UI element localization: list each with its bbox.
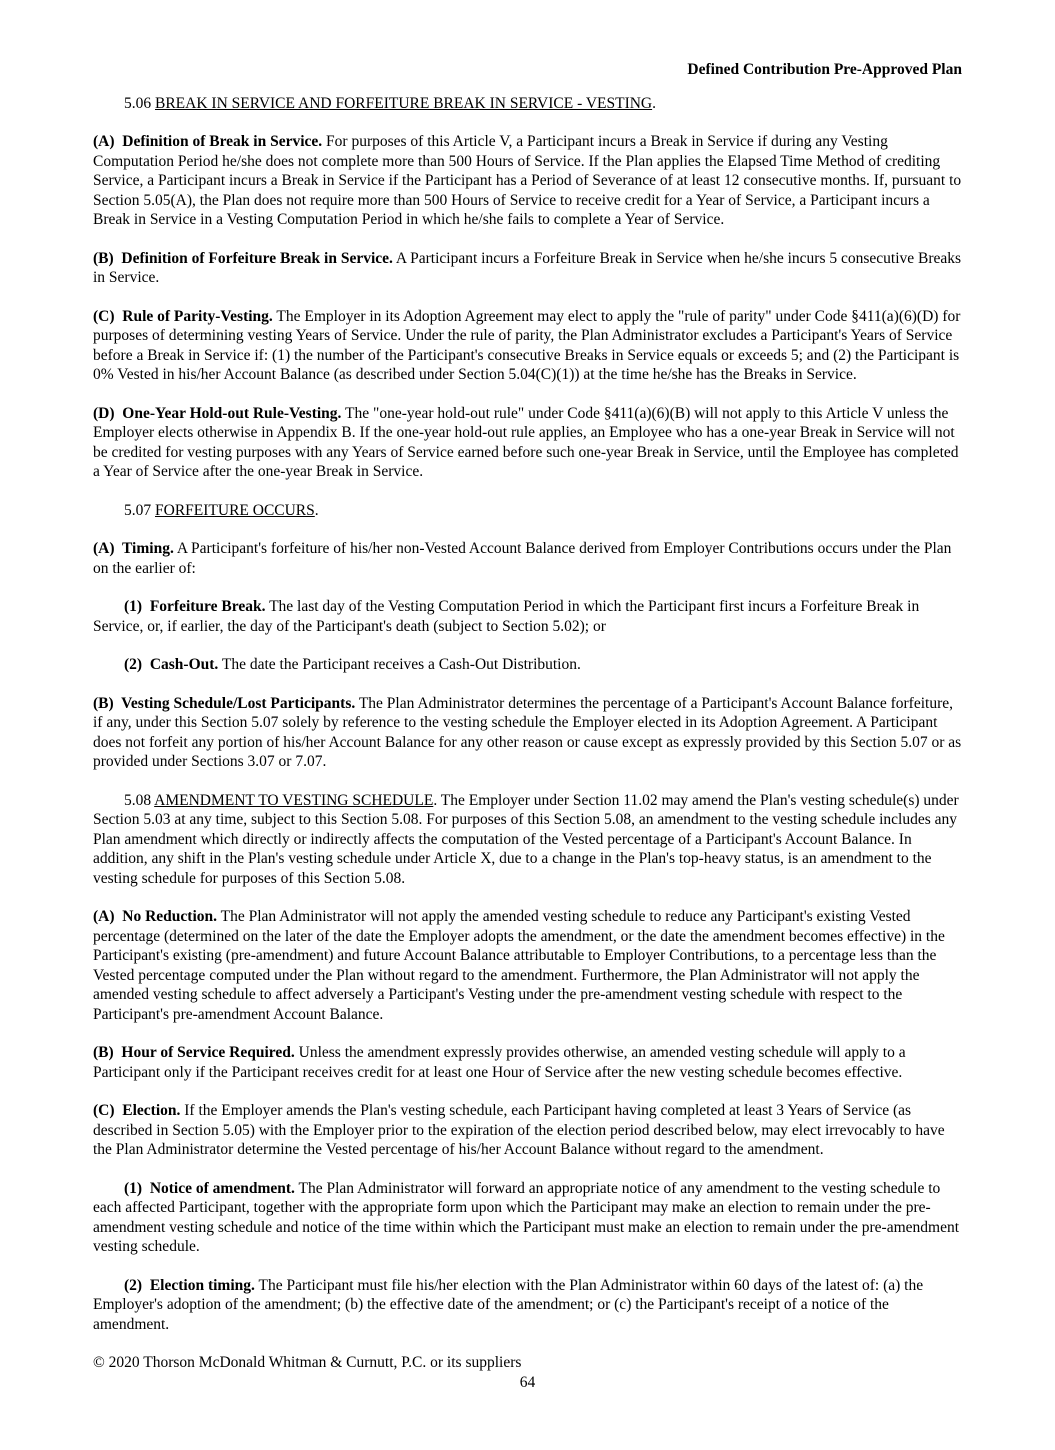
paragraph-5-06-A [93,132,966,230]
paragraph-5-06-C [93,307,965,385]
paragraph-text: The Participant must file his/her election with the Plan Administrator within 60 days of the latest of: (a) the Employer's adoption of the amendment; (b) the effective date of the amendment; or (c) the Participant's receipt of a notice of the amendment. [93,1276,927,1333]
paragraph-5-07-B [93,694,966,772]
paragraph-5-08-C-2 [93,1276,962,1335]
document-header-title: Defined Contribution Pre-Approved Plan [687,61,962,78]
paragraph-text: The last day of the Vesting Computation Period in which the Participant first incurs a Forfeiture Break in Service, or, if earlier, the day of the Participant's death (subject to Section 5.02); or [93,598,924,635]
document-header [93,60,962,80]
paragraph-5-08-C-1 [93,1179,962,1257]
section-title: FORFEITURE OCCURS [155,501,315,519]
paragraph-5-07-A-1 [93,597,962,636]
paragraph-label: (B) Vesting Schedule/Lost Participants. [93,694,356,712]
section-title: BREAK IN SERVICE AND FORFEITURE BREAK IN SERVICE - VESTING [155,94,653,112]
paragraph-5-08-B [93,1043,962,1082]
paragraph-label: (D) One-Year Hold-out Rule-Vesting. [93,404,342,422]
paragraph-5-06-B [93,249,965,288]
section-heading-5-06 [93,94,962,114]
paragraph-label: (A) Timing. [93,540,174,557]
paragraph-label: (2) Cash-Out. [124,656,219,673]
section-paragraph-5-08 [93,791,962,889]
paragraph-label: (1) Notice of amendment. [124,1179,295,1197]
paragraph-text: The Employer under Section 11.02 may amend the Plan's vesting schedule(s) under Section 5.03 at any time, subject to this Section 5.08. For purposes of this Section 5.08, an amendment to the vesting schedule includes any Plan amendment which directly or indirectly affects the computation of the Vested percentage of a Participant's Account Balance. In addition, any shift in the Plan's vesting schedule under Article X, due to a change in the Plan's top-heavy status, is an amendment to the vesting schedule for purposes of this Section 5.08. [93,791,963,887]
paragraph-text: The "one-year hold-out rule" under Code §411(a)(6)(B) will not apply to this Article V unless the Employer elects otherwise in Appendix B. If the one-year hold-out rule applies, an Employee who has a one-year Break in Service will not be credited for vesting purposes with any Years of Service earned before such one-year Break in Service, until the Employee has completed a Year of Service after the one-year Break in Service. [93,404,963,480]
section-heading-5-07 [93,501,962,521]
section-title: AMENDMENT TO VESTING SCHEDULE [154,791,434,809]
paragraph-label: (C) Election. [93,1102,181,1119]
paragraph-label: (1) Forfeiture Break. [124,598,266,615]
paragraph-5-08-A [93,907,962,1024]
section-number: 5.08 [124,791,155,809]
section-title-suffix: . [433,791,438,809]
paragraph-text: The Employer in its Adoption Agreement may elect to apply the "rule of parity" under Code §411(a)(6)(D) for purposes of determining vesting Years of Service. Under the rule of parity, the Plan Administrator excludes a Participant's Years of Service before a Break in Service if: (1) the number of the Participant's consecutive Breaks in Service equals or exceeds 5; and (2) the Participant is 0% Vested in his/her Account Balance (as described under Section 5.04(C)(1)) at the time he/she has the Breaks in Service. [93,307,965,383]
paragraph-5-07-A [93,539,962,578]
document-footer [93,1353,962,1450]
section-number: 5.06 [124,94,155,112]
paragraph-label: (A) No Reduction. [93,908,217,925]
paragraph-label: (B) Hour of Service Required. [93,1044,295,1061]
paragraph-text: If the Employer amends the Plan's vesting schedule, each Participant having completed at least 3 Years of Service (as described in Section 5.05) with the Employer prior to the expiration of the election period described below, may elect irrevocably to have the Plan Administrator determine the Vested percentage of his/her Account Balance without regard to the amendment. [93,1102,949,1158]
paragraph-label: (C) Rule of Parity-Vesting. [93,307,273,325]
paragraph-label: (2) Election timing. [124,1276,255,1294]
paragraph-label: (A) Definition of Break in Service. [93,133,323,150]
paragraph-label: (B) Definition of Forfeiture Break in Service. [93,249,393,267]
paragraph-text: The Plan Administrator will not apply the amended vesting schedule to reduce any Participant's existing Vested percentage (determined on the later of the date the Employer adopts the amendment, or the date the amendment becomes effective) in the Participant's existing (pre-amendment) and future Account Balance attributable to Employer Contributions, to a percentage less than the Vested percentage computed under the Plan without regard to the amendment. Furthermore, the Plan Administrator will not apply the amended vesting schedule to affect adversely a Participant's Vesting under the pre-amendment vesting schedule with respect to the Participant's pre-amendment Account Balance. [93,908,949,1023]
section-title-suffix: . [652,94,656,112]
section-title-suffix: . [314,501,319,519]
copyright-notice: © 2020 Thorson McDonald Whitman & Curnutt, P.C. or its suppliers [93,1354,522,1371]
paragraph-text: The date the Participant receives a Cash-Out Distribution. [218,656,581,673]
section-number: 5.07 [124,501,155,519]
paragraph-5-06-D [93,404,962,482]
paragraph-5-08-C [93,1101,962,1160]
paragraph-text: The Plan Administrator will forward an appropriate notice of any amendment to the vesting schedule to each affected Participant, together with the appropriate form upon which the Participant may make an election to remain under the pre-amendment vesting schedule and notice of the time within which the Participant must make an election to remain under the pre-amendment vesting schedule. [93,1179,963,1255]
paragraph-5-07-A-2 [93,655,962,675]
paragraph-text: The Plan Administrator determines the percentage of a Participant's Account Balance forfeiture, if any, under this Section 5.07 solely by reference to the vesting schedule the Employer elected in its Adoption Agreement. A Participant does not forfeit any portion of his/her Account Balance for any other reason or cause except as expressly provided by this Section 5.07 or as provided under Sections 3.07 or 7.07. [93,694,966,770]
paragraph-text: A Participant's forfeiture of his/her non-Vested Account Balance derived from Employer Contributions occurs under the Plan on the earlier of: [93,540,956,577]
paragraph-text: A Participant incurs a Forfeiture Break in Service when he/she incurs 5 consecutive Breaks in Service. [93,249,965,286]
page-number: 64 [519,1373,536,1391]
paragraph-text: For purposes of this Article V, a Participant incurs a Break in Service if during any Vesting Computation Period he/she does not complete more than 500 Hours of Service. If the Plan applies the Elapsed Time Method of crediting Service, a Participant incurs a Break in Service if the Participant has a Period of Severance of at least 12 consecutive months. If, pursuant to Section 5.05(A), the Plan does not require more than 500 Hours of Service to receive credit for a Year of Service, a Participant incurs a Break in Service in a Vesting Computation Period in which he/she fails to complete a Year of Service. [93,133,966,228]
paragraph-text: Unless the amendment expressly provides otherwise, an amended vesting schedule will apply to a Participant only if the Participant receives credit for at least one Hour of Service after the new vesting schedule becomes effective. [93,1044,910,1081]
